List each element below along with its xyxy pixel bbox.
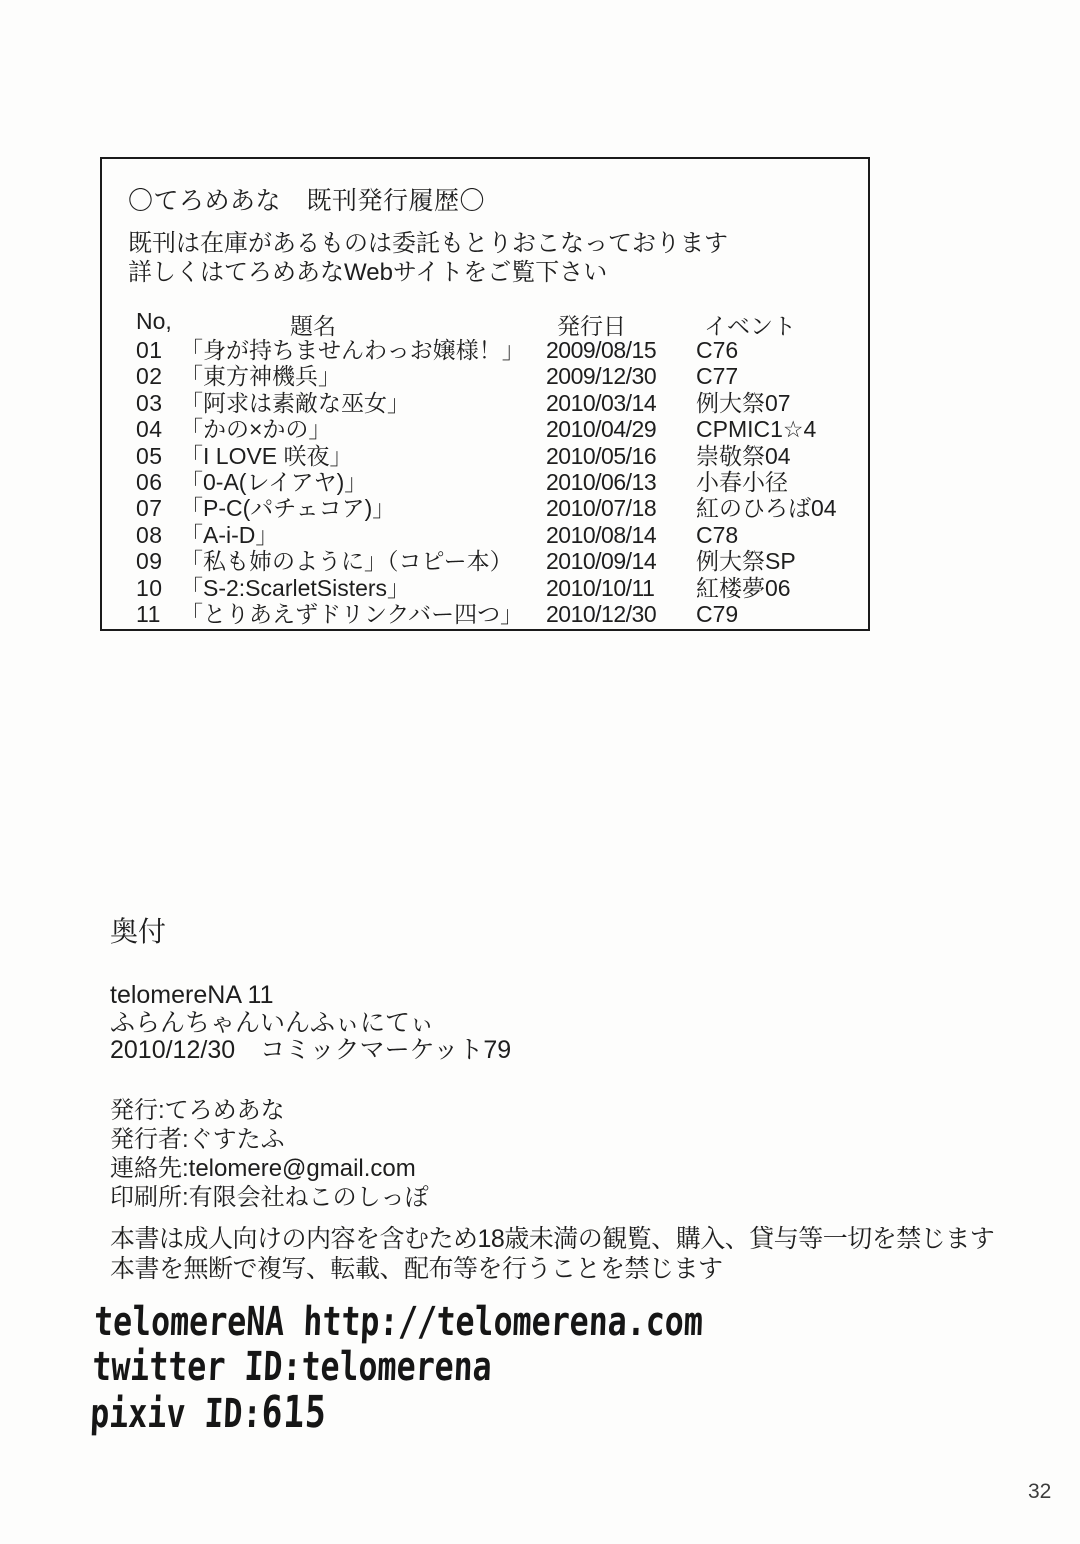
table-row <box>136 390 862 416</box>
table-row <box>136 575 862 601</box>
row-date: 2010/04/29 <box>546 416 657 443</box>
contact-line: 連絡先:telomere@gmail.com <box>110 1155 416 1182</box>
twitter-line: twitter ID:telomerena <box>91 1344 493 1390</box>
row-no: 05 <box>136 442 163 469</box>
row-event: CPMIC1☆4 <box>696 416 817 443</box>
row-date: 2010/08/14 <box>546 521 657 548</box>
row-date: 2010/09/14 <box>546 548 657 575</box>
row-no: 03 <box>136 389 163 416</box>
table-row <box>136 495 862 521</box>
adult-notice: 本書は成人向けの内容を含むため18歳未満の観覧、購入、貸与等一切を禁じます <box>110 1225 995 1253</box>
row-title: 「かの×かの」 <box>180 416 332 443</box>
row-title: 「東方神機兵」 <box>180 363 341 390</box>
row-event: 小春小径 <box>696 469 788 496</box>
row-date: 2010/03/14 <box>546 389 657 416</box>
row-no: 06 <box>136 469 163 496</box>
row-title: 「阿求は素敵な巫女」 <box>180 389 410 416</box>
row-date: 2009/08/15 <box>546 337 657 363</box>
row-event: 崇敬祭04 <box>696 442 791 469</box>
intro-line-1: 既刊は在庫があるものは委託もとりおこなっております <box>128 230 728 257</box>
row-no: 09 <box>136 548 163 575</box>
row-no: 08 <box>136 521 163 548</box>
publication-block <box>110 982 511 1065</box>
publisher-details <box>110 1096 429 1212</box>
contact-links <box>89 1300 703 1437</box>
intro-line-2: 詳しくはてろめあなWebサイトをご覧下さい <box>128 259 608 286</box>
row-event: 紅のひろば04 <box>696 495 837 522</box>
row-date: 2010/06/13 <box>546 469 657 496</box>
row-date: 2010/12/30 <box>546 601 657 628</box>
table-row <box>136 416 862 442</box>
legal-notices <box>110 1224 994 1284</box>
row-title: 「私も姉のように」（コピー本） <box>180 548 513 575</box>
history-table-header <box>102 308 868 339</box>
row-no: 07 <box>136 495 163 522</box>
colophon-heading: 奥付 <box>110 916 167 947</box>
printer-line: 印刷所:有限会社ねこのしっぽ <box>110 1184 429 1211</box>
table-row <box>136 337 862 363</box>
row-title: 「I LOVE 咲夜」 <box>180 442 353 469</box>
row-event: C79 <box>696 601 739 628</box>
pixiv-label: pixiv ID: <box>89 1391 263 1437</box>
page-number: 32 <box>1028 1480 1052 1503</box>
table-row <box>136 601 862 627</box>
header-title: 題名 <box>290 313 336 339</box>
row-title: 「A-i-D」 <box>180 521 279 548</box>
history-table-rows <box>136 337 862 627</box>
table-row <box>136 363 862 389</box>
copyright-notice: 本書を無断で複写、転載、配布等を行うことを禁じます <box>110 1255 723 1283</box>
row-date: 2010/10/11 <box>546 574 655 601</box>
row-title: 「P-C(パチェコア)」 <box>180 495 396 522</box>
row-title: 「0-A(レイアヤ)」 <box>180 469 368 496</box>
pixiv-line <box>89 1387 700 1438</box>
row-event: 紅楼夢06 <box>696 574 791 601</box>
row-event: C78 <box>696 521 739 548</box>
pixiv-id-value: 615 <box>260 1387 328 1438</box>
row-no: 02 <box>136 363 163 390</box>
row-no: 10 <box>136 574 163 601</box>
author-line: 発行者:ぐすたふ <box>110 1126 285 1153</box>
header-no: No, <box>136 308 172 334</box>
row-no: 04 <box>136 416 163 443</box>
book-title: ふらんちゃんいんふぃにてぃ <box>110 1008 435 1037</box>
row-title: 「S-2:ScarletSisters」 <box>180 574 411 601</box>
row-no: 11 <box>136 601 161 628</box>
series-name: telomereNA 11 <box>110 981 274 1009</box>
row-event: 例大祭07 <box>696 389 791 416</box>
table-row <box>136 522 862 548</box>
table-row <box>136 548 862 574</box>
publication-history-box <box>100 157 870 631</box>
row-title: 「とりあえずドリンクバー四つ」 <box>180 601 524 628</box>
header-date: 発行日 <box>557 313 626 339</box>
publisher-line: 発行:てろめあな <box>110 1097 285 1124</box>
table-row <box>136 469 862 495</box>
release-info: 2010/12/30 コミックマーケット79 <box>110 1036 512 1064</box>
table-row <box>136 443 862 469</box>
row-event: 例大祭SP <box>696 548 796 575</box>
history-box-intro <box>128 229 728 287</box>
row-date: 2009/12/30 <box>546 363 657 390</box>
row-date: 2010/05/16 <box>546 442 657 469</box>
row-no: 01 <box>136 337 163 363</box>
row-event: C76 <box>696 337 739 363</box>
row-title: 「身が持ちませんわっお嬢様！」 <box>180 337 525 363</box>
history-box-title: 〇てろめあな 既刊発行履歴〇 <box>128 187 486 215</box>
website-line: telomereNA http://telomerena.com <box>93 1299 704 1345</box>
row-event: C77 <box>696 363 739 390</box>
header-event: イベント <box>704 313 796 339</box>
row-date: 2010/07/18 <box>546 495 657 522</box>
